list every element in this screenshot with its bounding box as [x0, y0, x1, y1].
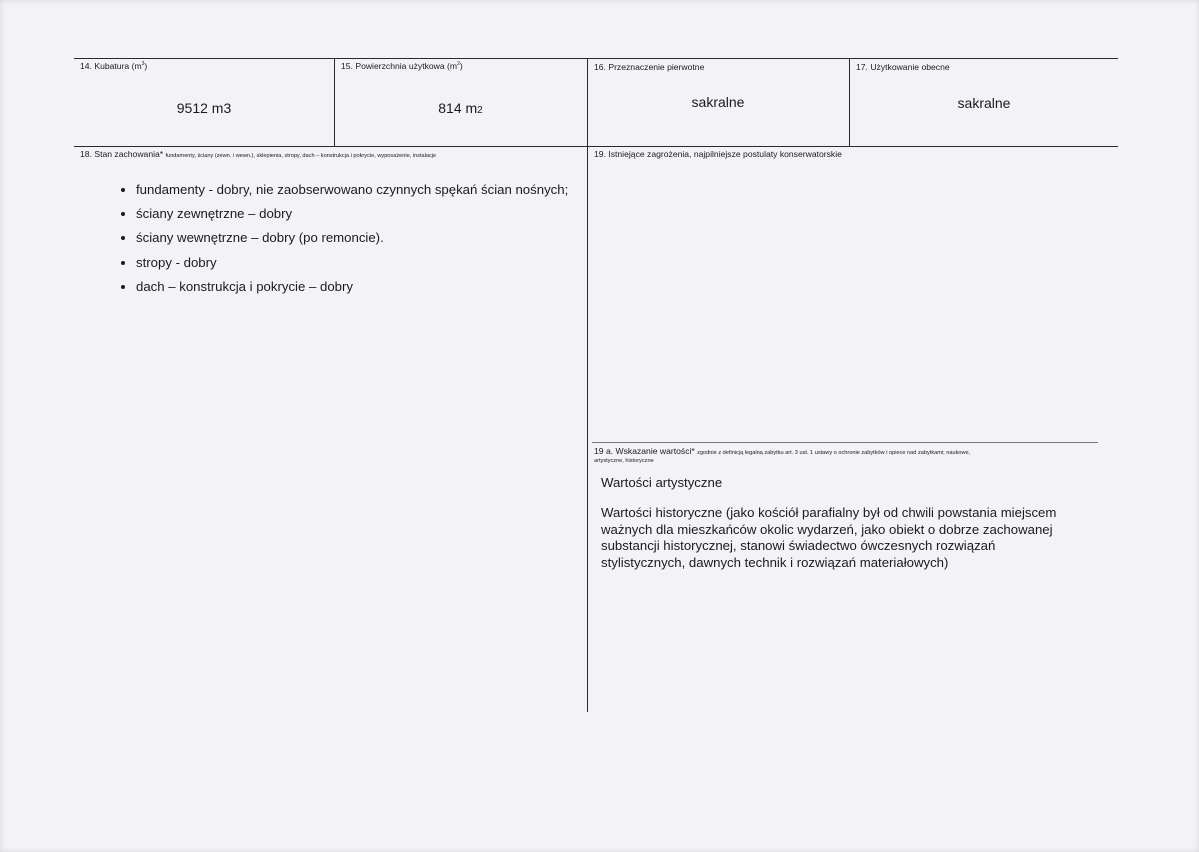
- field-18-hint: fundamenty, ściany (zewn. i wewn.), sklepienia, stropy, dach – konstrukcja i pokrycie, wyposażenie, instalacje: [165, 153, 437, 159]
- list-item: • fundamenty - dobry, nie zaobserwowano czynnych spękań ścian nośnych;: [136, 178, 568, 202]
- field-19a-hint-2: artystyczne, historyczne: [594, 458, 654, 464]
- field-15-label: 15. Powierzchnia użytkowa $(m^2)$: [341, 61, 463, 71]
- field-17-label: 17. Użytkowanie obecne: [856, 62, 950, 72]
- rule-19a: [592, 442, 1098, 443]
- field-17-value: sakralne: [957, 95, 1011, 111]
- field-16-value: sakralne: [691, 94, 745, 110]
- mid-rule: [74, 146, 1118, 147]
- condition-list: [98, 178, 568, 299]
- field-19a-hint: zgodnie z definicją legalną zabytku art. 3 ust. 1 ustawy o ochronie zabytków i opiece nad zabytkami; naukowe,: [697, 450, 971, 456]
- list-item: • dach – konstrukcja i pokrycie – dobry: [136, 275, 568, 299]
- field-19-label: 19. Istniejące zagrożenia, najpilniejsze postulaty konserwatorskie: [594, 149, 842, 159]
- list-item: • ściany wewnętrzne – dobry (po remoncie).: [136, 226, 568, 250]
- field-16-label: 16. Przeznaczenie pierwotne: [594, 62, 705, 72]
- top-rule: [74, 58, 1118, 59]
- field-18-label: 18. Stan zachowania* fundamenty, ściany (zewn. i wewn.), sklepienia, stropy, dach – konstrukcja i pokrycie, wyposażenie, instalacje: [80, 149, 437, 159]
- value-historical: Wartości historyczne (jako kościół parafialny był od chwili powstania miejscem ważnych dla mieszkańców okolic wydarzeń, jako obiekt o dobrze zachowanej substancji historycznej, stanowi świadectwo ówczesnych rozwiązań stylistycznych, dawnych technik i rozwiązań materiałowych): [601, 505, 1057, 570]
- field-14-label: 14. Kubatura $(m^3)$: [80, 61, 148, 71]
- value-artistic: Wartości artystyczne: [601, 475, 723, 490]
- field-14-value: 9512 m3: [176, 100, 232, 116]
- field-19a-label: 19 a. Wskazanie wartości* zgodnie z definicją legalną zabytku art. 3 ust. 1 ustawy o ochronie zabytków i opiece nad zabytkami; naukowe,: [594, 446, 971, 456]
- list-item: • ściany zewnętrzne – dobry: [136, 202, 568, 226]
- list-item: • stropy - dobry: [136, 251, 568, 275]
- divider-15-16: [587, 58, 588, 712]
- field-15-value: 814 m2: [438, 100, 483, 116]
